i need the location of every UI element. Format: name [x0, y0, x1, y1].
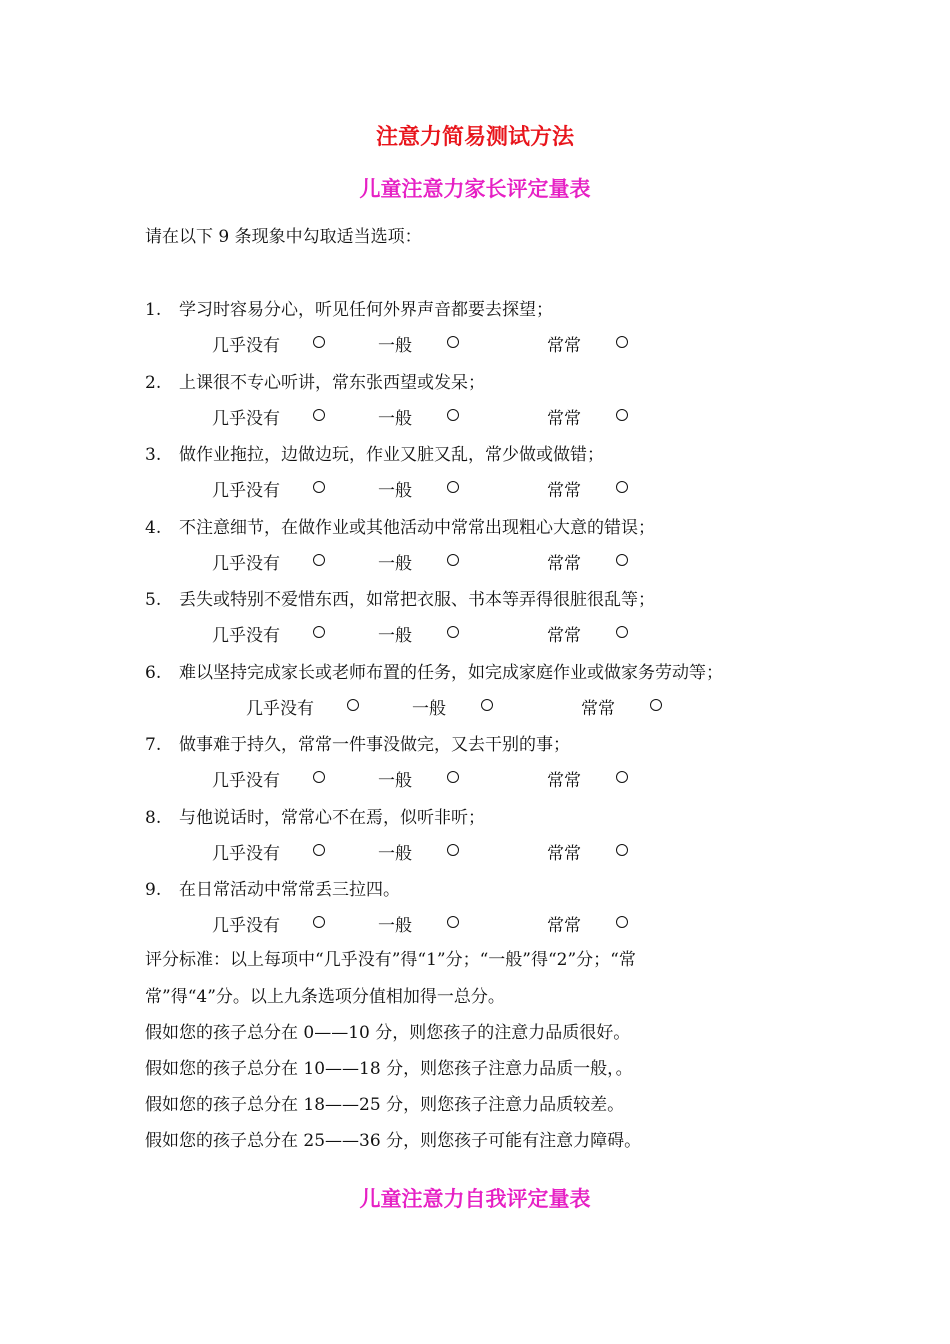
option-label: 几乎没有 — [212, 336, 280, 356]
radio-circle-icon[interactable] — [616, 916, 628, 928]
option-label: 几乎没有 — [212, 626, 280, 646]
question-item — [145, 440, 604, 465]
radio-circle-icon[interactable] — [313, 626, 325, 638]
radio-circle-icon[interactable] — [347, 699, 359, 711]
option-label: 一般 — [378, 916, 412, 936]
option-label: 常常 — [547, 626, 581, 646]
option-label: 一般 — [412, 699, 446, 719]
scoring-line-2: 常”得“4”分。以上九条选项分值相加得一总分。 — [145, 987, 505, 1007]
option-label: 一般 — [378, 554, 412, 574]
question-text: 做事难于持久，常常一件事没做完，又去干别的事； — [179, 735, 570, 755]
option-label: 几乎没有 — [246, 699, 314, 719]
question-number: 7. — [145, 735, 162, 755]
radio-circle-icon[interactable] — [447, 771, 459, 783]
answer-options — [212, 476, 642, 500]
question-number: 5. — [145, 590, 162, 610]
option-label: 几乎没有 — [212, 916, 280, 936]
answer-options — [212, 621, 642, 645]
question-text: 不注意细节，在做作业或其他活动中常常出现粗心大意的错误； — [179, 518, 655, 538]
option-label: 常常 — [547, 771, 581, 791]
option-label: 几乎没有 — [212, 844, 280, 864]
radio-circle-icon[interactable] — [481, 699, 493, 711]
option-label: 常常 — [547, 554, 581, 574]
option-label: 一般 — [378, 409, 412, 429]
radio-circle-icon[interactable] — [313, 481, 325, 493]
radio-circle-icon[interactable] — [616, 554, 628, 566]
document-title: 注意力简易测试方法 — [375, 125, 574, 150]
option-label: 一般 — [378, 626, 412, 646]
radio-circle-icon[interactable] — [313, 409, 325, 421]
option-label: 一般 — [378, 844, 412, 864]
question-number: 8. — [145, 808, 162, 828]
question-number: 2. — [145, 373, 162, 393]
option-label: 常常 — [547, 916, 581, 936]
parent-scale-title: 儿童注意力家长评定量表 — [359, 177, 591, 201]
question-item — [145, 585, 655, 610]
option-label: 常常 — [547, 844, 581, 864]
radio-circle-icon[interactable] — [447, 481, 459, 493]
result-line-2: 假如您的孩子总分在 10——18 分，则您孩子注意力品质一般，。 — [145, 1059, 633, 1079]
question-text: 在日常活动中常常丢三拉四。 — [179, 880, 400, 900]
self-scale-title: 儿童注意力自我评定量表 — [359, 1187, 591, 1211]
result-line-1: 假如您的孩子总分在 0——10 分，则您孩子的注意力品质很好。 — [145, 1023, 631, 1043]
radio-circle-icon[interactable] — [313, 844, 325, 856]
scoring-line-1: 评分标准：以上每项中“几乎没有”得“1”分；“一般”得“2”分；“常 — [145, 950, 636, 970]
question-text: 做作业拖拉，边做边玩，作业又脏又乱，常少做或做错； — [179, 445, 604, 465]
question-text: 难以坚持完成家长或老师布置的任务，如完成家庭作业或做家务劳动等； — [179, 663, 723, 683]
option-label: 常常 — [547, 481, 581, 501]
answer-options — [212, 839, 642, 863]
option-label: 几乎没有 — [212, 554, 280, 574]
radio-circle-icon[interactable] — [313, 554, 325, 566]
radio-circle-icon[interactable] — [616, 771, 628, 783]
question-number: 1. — [145, 300, 162, 320]
result-line-3: 假如您的孩子总分在 18——25 分，则您孩子注意力品质较差。 — [145, 1095, 625, 1115]
question-text: 上课很不专心听讲，常东张西望或发呆； — [179, 373, 485, 393]
result-line-4: 假如您的孩子总分在 25——36 分，则您孩子可能有注意力障碍。 — [145, 1131, 642, 1151]
radio-circle-icon[interactable] — [650, 699, 662, 711]
option-label: 常常 — [581, 699, 615, 719]
question-item — [145, 803, 485, 828]
option-label: 常常 — [547, 336, 581, 356]
radio-circle-icon[interactable] — [313, 916, 325, 928]
answer-options — [212, 404, 642, 428]
question-text: 学习时容易分心，听见任何外界声音都要去探望； — [179, 300, 553, 320]
radio-circle-icon[interactable] — [447, 554, 459, 566]
radio-circle-icon[interactable] — [447, 626, 459, 638]
radio-circle-icon[interactable] — [616, 626, 628, 638]
question-item — [145, 875, 400, 900]
radio-circle-icon[interactable] — [447, 336, 459, 348]
question-item — [145, 295, 553, 320]
radio-circle-icon[interactable] — [616, 844, 628, 856]
option-label: 一般 — [378, 771, 412, 791]
option-label: 几乎没有 — [212, 481, 280, 501]
radio-circle-icon[interactable] — [313, 336, 325, 348]
question-number: 3. — [145, 445, 162, 465]
instruction-text: 请在以下 9 条现象中勾取适当选项： — [145, 227, 422, 247]
question-item — [145, 730, 570, 755]
question-item — [145, 368, 485, 393]
option-label: 几乎没有 — [212, 409, 280, 429]
radio-circle-icon[interactable] — [447, 844, 459, 856]
radio-circle-icon[interactable] — [616, 409, 628, 421]
question-number: 9. — [145, 880, 162, 900]
question-item — [145, 513, 655, 538]
option-label: 一般 — [378, 481, 412, 501]
radio-circle-icon[interactable] — [313, 771, 325, 783]
question-number: 6. — [145, 663, 162, 683]
radio-circle-icon[interactable] — [447, 409, 459, 421]
radio-circle-icon[interactable] — [616, 336, 628, 348]
question-number: 4. — [145, 518, 162, 538]
radio-circle-icon[interactable] — [447, 916, 459, 928]
answer-options — [212, 766, 642, 790]
answer-options — [212, 911, 642, 935]
question-text: 丢失或特别不爱惜东西，如常把衣服、书本等弄得很脏很乱等； — [179, 590, 655, 610]
answer-options — [212, 331, 642, 355]
option-label: 一般 — [378, 336, 412, 356]
answer-options — [246, 694, 676, 718]
option-label: 常常 — [547, 409, 581, 429]
question-text: 与他说话时，常常心不在焉，似听非听； — [179, 808, 485, 828]
answer-options — [212, 549, 642, 573]
radio-circle-icon[interactable] — [616, 481, 628, 493]
question-item — [145, 658, 723, 683]
option-label: 几乎没有 — [212, 771, 280, 791]
